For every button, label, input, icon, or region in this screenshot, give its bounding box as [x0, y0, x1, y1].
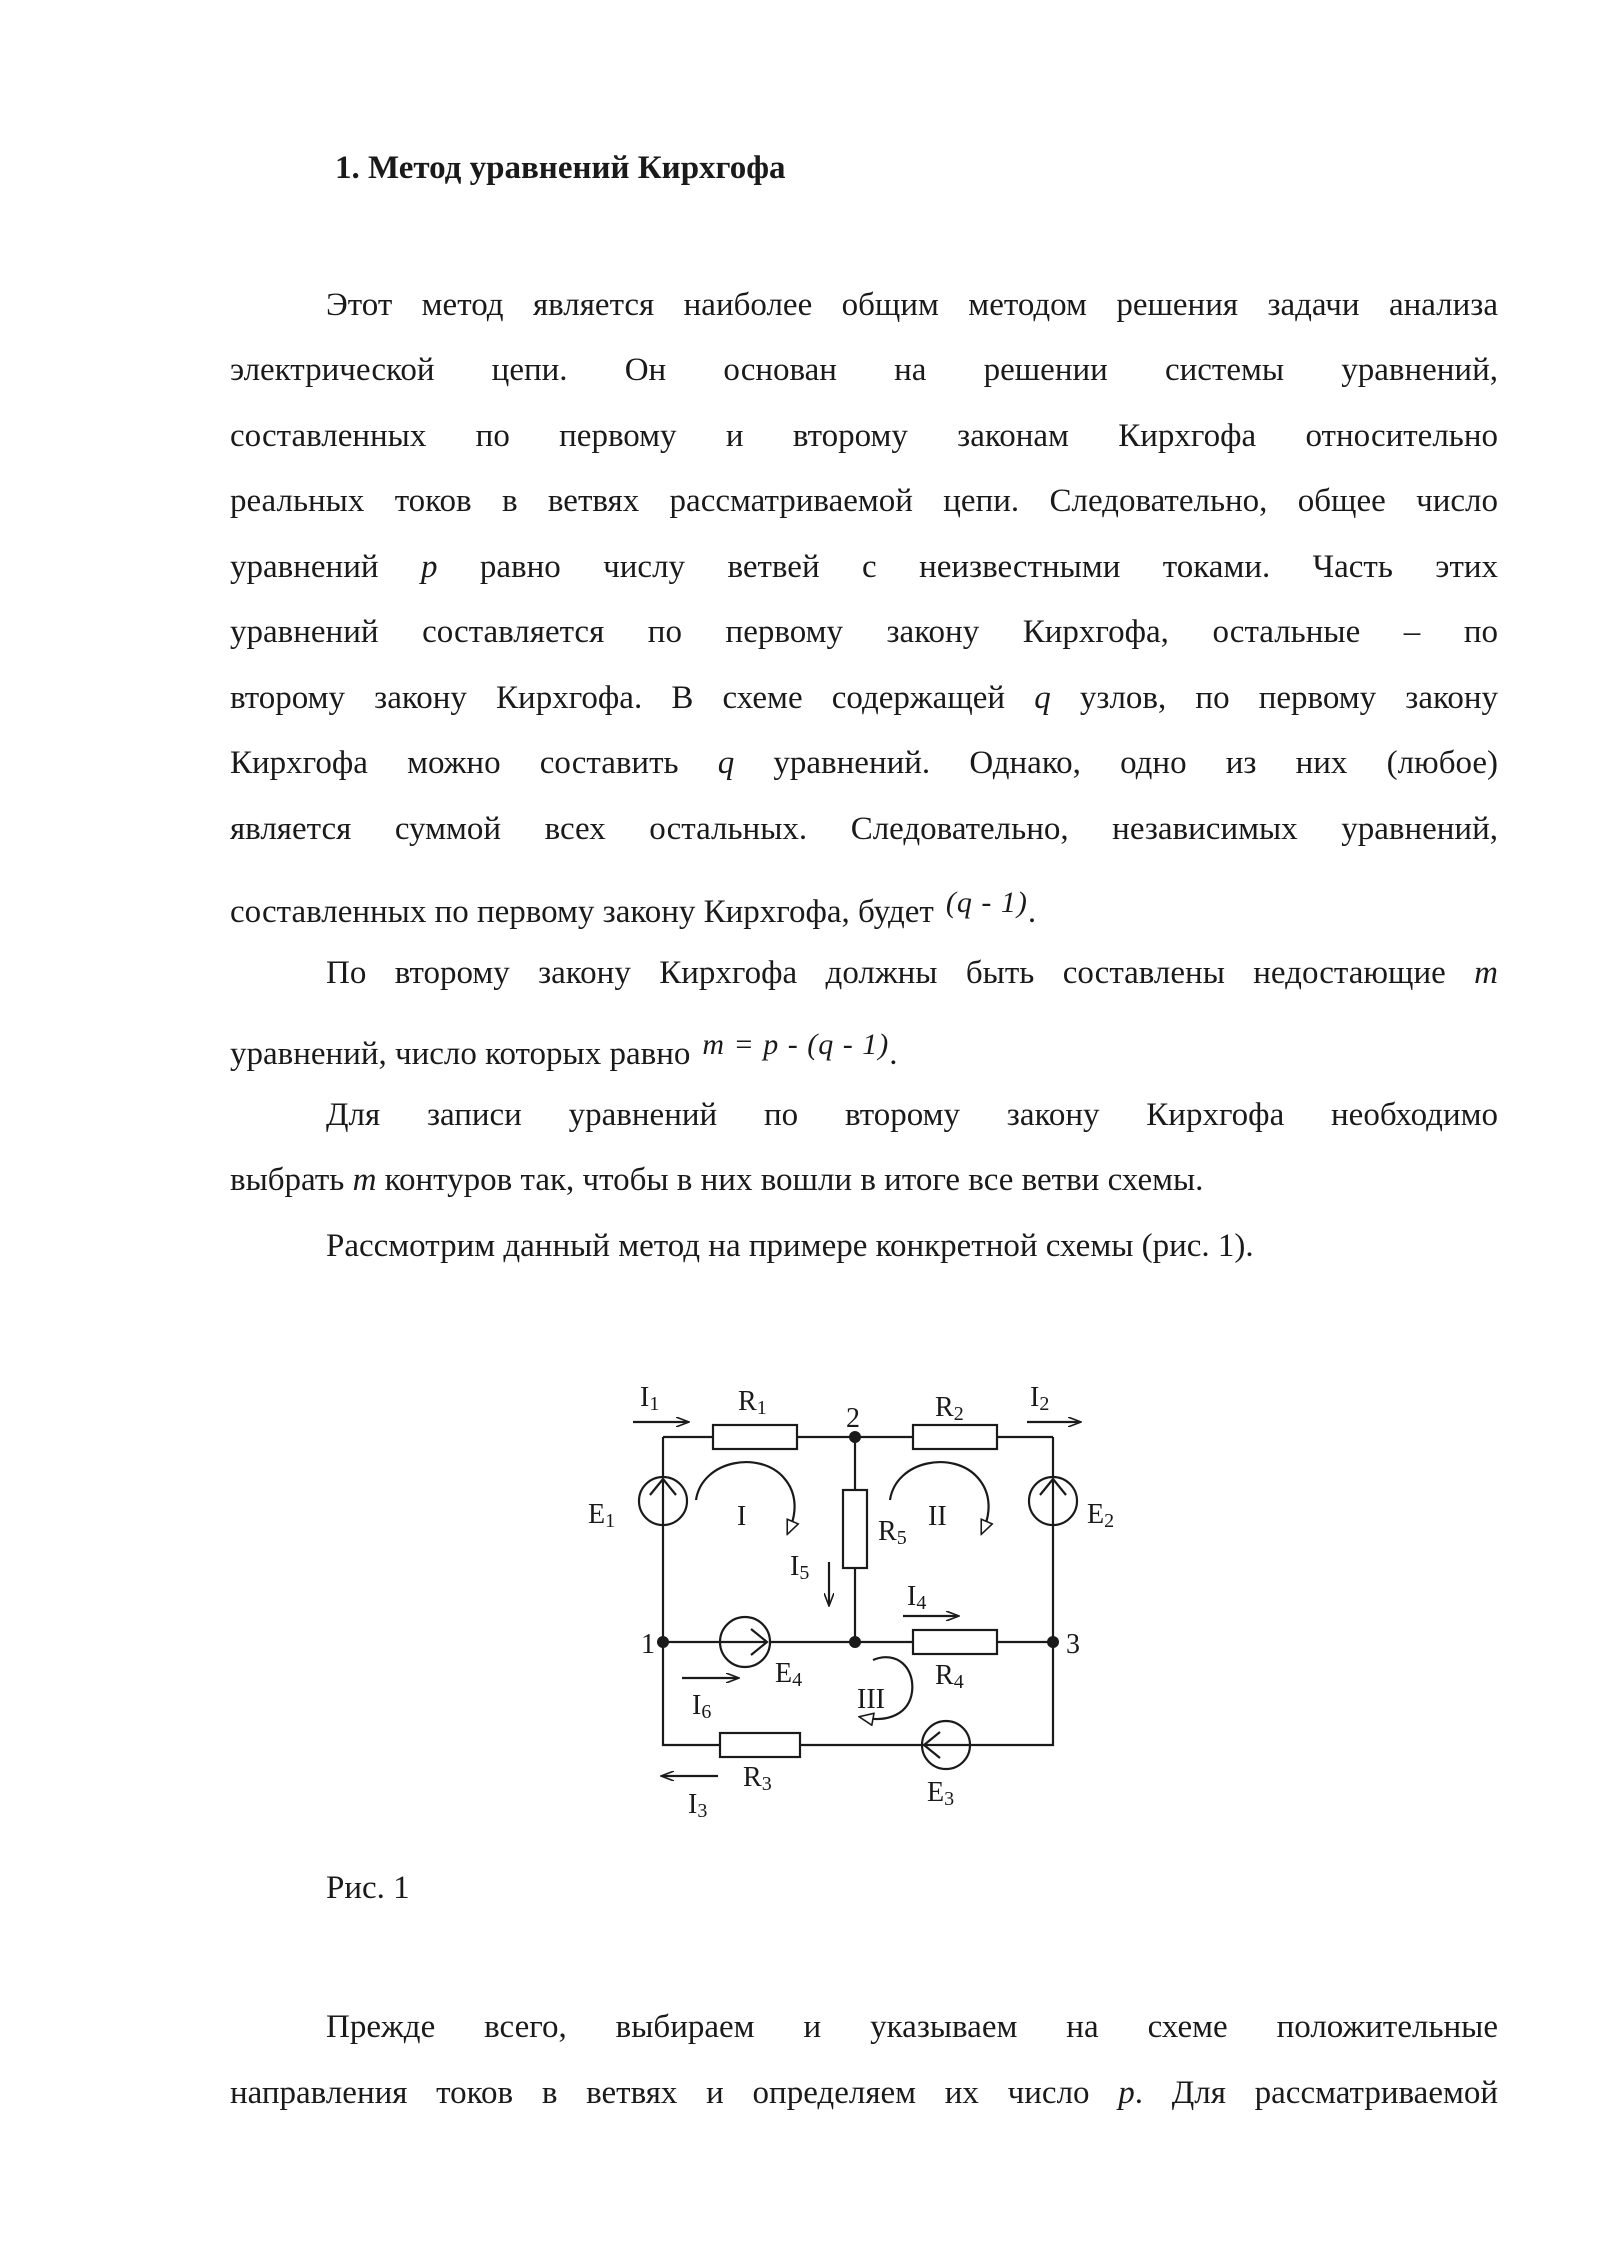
paragraph-line: уравнений p равно числу ветвей с неизвестными токами. Часть этих	[230, 549, 1499, 585]
resistor-r4	[913, 1630, 997, 1654]
formula-q-minus-1: (q - 1)	[945, 886, 1028, 919]
paragraph-line: По второму закону Кирхгофа должны быть составлены недостающие m	[326, 955, 1498, 991]
node-label-3: 3	[1066, 1629, 1080, 1660]
node-dot-1	[657, 1636, 669, 1648]
paragraph-line: Рассмотрим данный метод на примере конкретной схемы (рис. 1).	[326, 1228, 1254, 1264]
loop-label-i: I	[737, 1501, 747, 1532]
label-i3: I3	[688, 1789, 708, 1822]
paragraph-line: реальных токов в ветвях рассматриваемой цепи. Следовательно, общее число	[230, 483, 1498, 519]
paragraph-line: Этот метод является наиболее общим методом решения задачи анализа	[326, 287, 1498, 323]
node-label-2: 2	[846, 1403, 860, 1434]
node-label-1: 1	[641, 1629, 655, 1660]
node-dot-mid	[849, 1636, 861, 1648]
paragraph-line: уравнений составляется по первому закону Кирхгофа, остальные – по	[230, 614, 1498, 650]
paragraph-line: Для записи уравнений по второму закону Кирхгофа необходимо	[326, 1097, 1498, 1133]
label-r3: R3	[743, 1762, 772, 1795]
resistor-r2	[913, 1425, 997, 1449]
label-e4: E4	[775, 1658, 803, 1691]
arrow-e2	[1040, 1479, 1066, 1525]
label-e3: E3	[927, 1777, 955, 1810]
label-i4: I4	[907, 1581, 927, 1614]
paragraph-line: выбрать m контуров так, чтобы в них вошли в итоге все ветви схемы.	[230, 1162, 1204, 1198]
loop-label-iii: III	[857, 1684, 885, 1715]
label-i6: I6	[692, 1690, 712, 1723]
paragraph-line: электрической цепи. Он основан на решении системы уравнений,	[230, 352, 1498, 388]
paragraph-line: составленных по первому и второму законам Кирхгофа относительно	[230, 418, 1498, 454]
paragraph-line: уравнений, число которых равно m = p - (q - 1).	[230, 1012, 1498, 1088]
arrow-e1	[650, 1479, 676, 1525]
paragraph-line: Прежде всего, выбираем и указываем на схеме положительные	[326, 2009, 1498, 2045]
resistor-r3	[720, 1733, 800, 1757]
label-i5: I5	[790, 1551, 810, 1584]
loop-label-ii: II	[928, 1501, 947, 1532]
paragraph-line: второму закону Кирхгофа. В схеме содержащей q узлов, по первому закону	[230, 680, 1499, 716]
arrow-e3	[924, 1732, 970, 1758]
resistor-r1	[713, 1425, 797, 1449]
label-r1: R1	[738, 1386, 767, 1419]
formula-m-equals: m = p - (q - 1)	[702, 1028, 890, 1061]
label-e1: E1	[588, 1499, 616, 1532]
paragraph-line: направления токов в ветвях и определяем их число p. Для рассматриваемой	[230, 2075, 1499, 2111]
section-heading: 1. Метод уравнений Кирхгофа	[335, 150, 786, 186]
figure-caption: Рис. 1	[326, 1870, 410, 1906]
label-i2: I2	[1030, 1382, 1050, 1415]
node-dot-3	[1047, 1636, 1059, 1648]
paragraph-line: является суммой всех остальных. Следовательно, независимых уравнений,	[230, 811, 1498, 847]
paragraph-line: составленных по первому закону Кирхгофа, будет (q - 1).	[230, 870, 1498, 946]
label-r2: R2	[935, 1392, 964, 1425]
label-r5: R5	[878, 1516, 907, 1549]
label-e2: E2	[1087, 1499, 1115, 1532]
paragraph-line: Кирхгофа можно составить q уравнений. Однако, одно из них (любое)	[230, 745, 1499, 781]
label-r4: R4	[935, 1660, 964, 1693]
arrow-e4	[720, 1629, 767, 1655]
resistor-r5	[843, 1490, 867, 1568]
label-i1: I1	[640, 1382, 660, 1415]
